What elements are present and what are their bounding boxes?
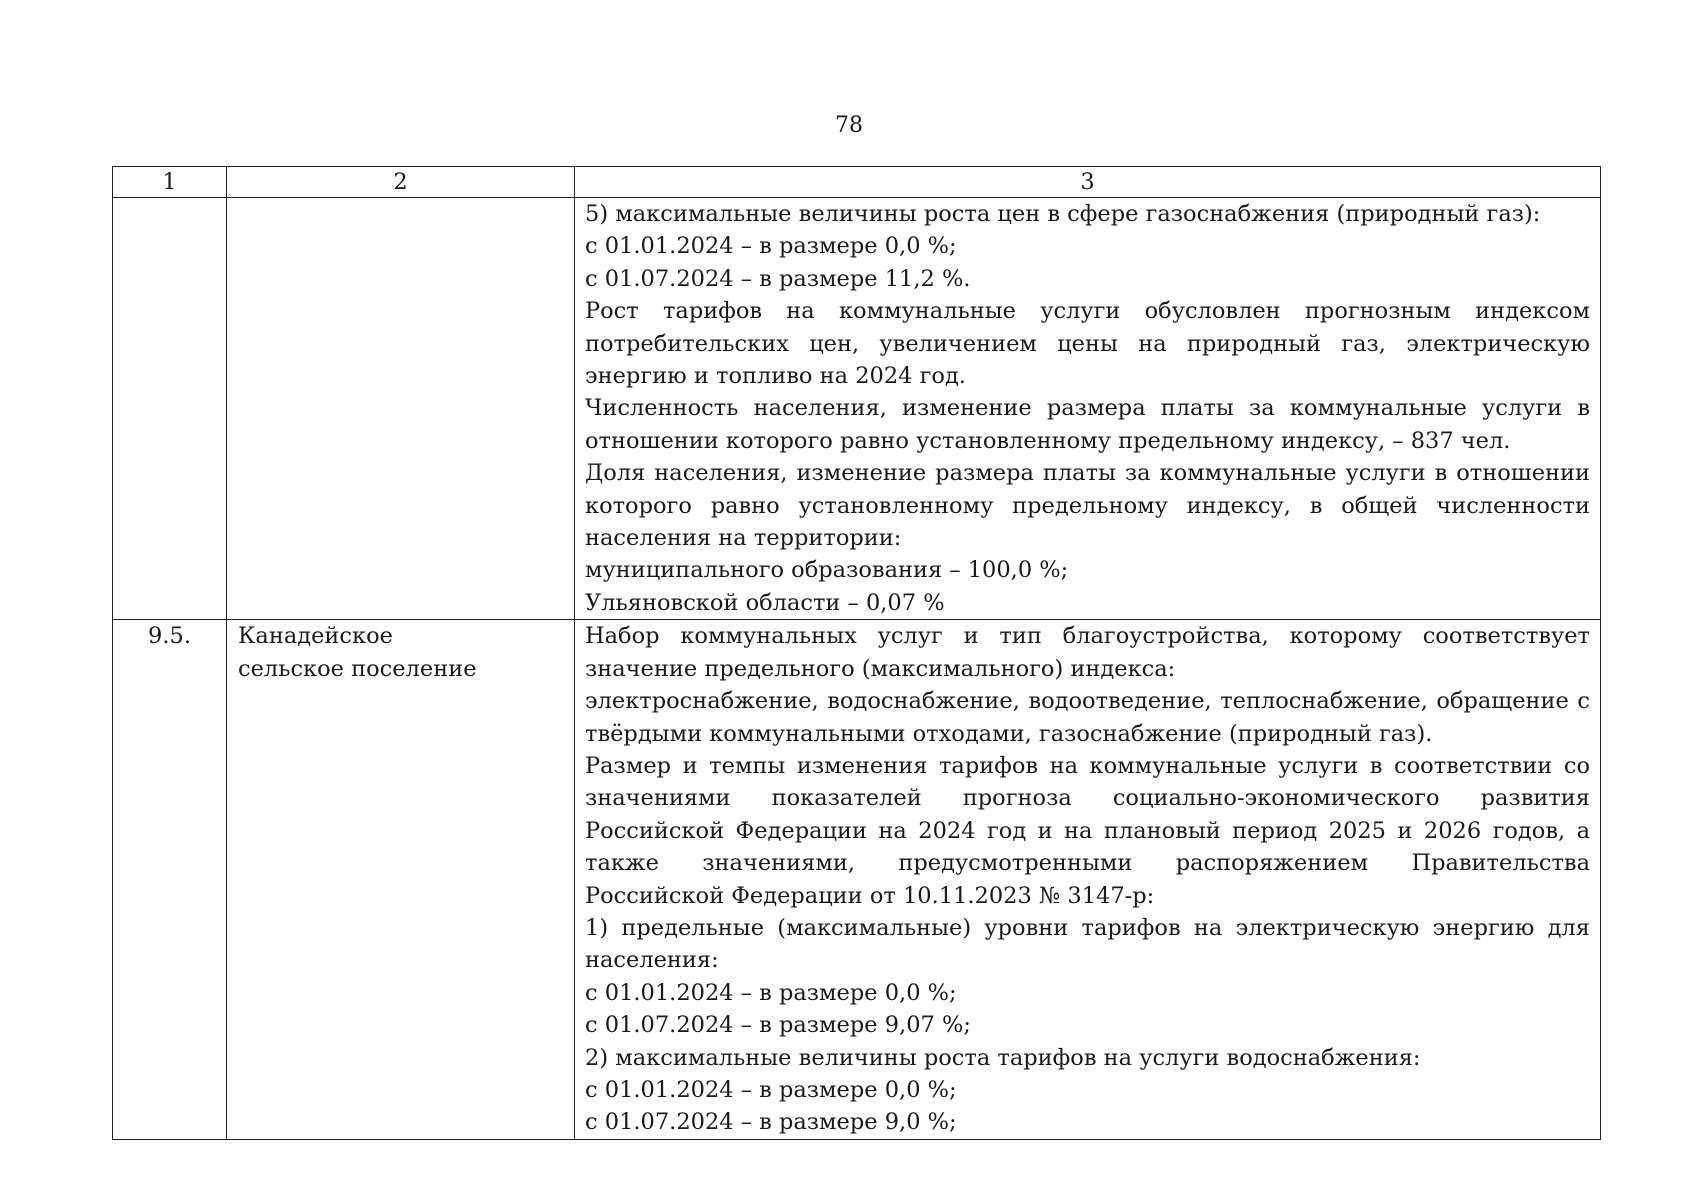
content-paragraph: с 01.01.2024 – в размере 0,0 %; <box>585 979 957 1006</box>
content-paragraph: 1) предельные (максимальные) уровни тарифов на электрическую энергию для населения: <box>585 914 1590 974</box>
content-paragraph: 5) максимальные величины роста цен в сфере газоснабжения (природный газ): <box>585 201 1541 227</box>
settlement-name-cell <box>227 198 575 620</box>
content-paragraph: Доля населения, изменение размера платы за коммунальные услуги в отношении которого равно установленному предельному индексу, в общей численности населения на территории: <box>585 460 1590 552</box>
content-paragraph: с 01.01.2024 – в размере 0,0 %; <box>585 1076 957 1103</box>
content-paragraph: с 01.01.2024 – в размере 0,0 %; <box>585 233 957 260</box>
table-row <box>113 198 1601 620</box>
row-number: 9.5. <box>148 623 191 650</box>
settlement-name-line: Канадейское <box>238 623 393 650</box>
row-number-cell <box>113 620 227 1140</box>
column-header-2: 2 <box>227 167 575 198</box>
content-cell <box>575 198 1601 620</box>
content-paragraph: с 01.07.2024 – в размере 11,2 %. <box>585 265 971 292</box>
content-paragraph: Набор коммунальных услуг и тип благоустройства, которому соответствует значение предельного (максимального) индекса: <box>585 623 1590 682</box>
column-header-3: 3 <box>575 167 1601 198</box>
content-paragraph: Ульяновской области – 0,07 % <box>585 589 945 616</box>
content-paragraph: электроснабжение, водоснабжение, водоотведение, теплоснабжение, обращение с твёрдыми коммунальными отходами, газоснабжение (природный газ). <box>585 688 1590 747</box>
settlement-name-cell <box>227 620 575 1140</box>
column-header-1: 1 <box>113 167 227 198</box>
table-header-row <box>113 167 1601 198</box>
row-number-cell <box>113 198 227 620</box>
content-paragraph: Численность населения, изменение размера платы за коммунальные услуги в отношении которого равно установленному предельному индексу, – 837 чел. <box>585 395 1590 454</box>
settlement-name-line: сельское поселение <box>238 655 477 682</box>
content-paragraph: Размер и темпы изменения тарифов на коммунальные услуги в соответствии со значениями показателей прогноза социально-экономического развития Российской Федерации на 2024 год и на плановый период 2025 и 2026 годов, а также значениями, предусмотренными распоряжением Правительства Российской Федерации от 10.11.2023 № 3147-р: <box>585 752 1590 909</box>
content-paragraph: с 01.07.2024 – в размере 9,0 %; <box>585 1109 957 1136</box>
content-cell <box>575 620 1601 1140</box>
content-paragraph: муниципального образования – 100,0 %; <box>585 557 1069 584</box>
page-number: 78 <box>835 113 863 138</box>
content-paragraph: с 01.07.2024 – в размере 9,07 %; <box>585 1012 971 1039</box>
table-body <box>113 198 1601 1140</box>
content-paragraph: Рост тарифов на коммунальные услуги обусловлен прогнозным индексом потребительских цен, увеличением цены на природный газ, электрическую энергию и топливо на 2024 год. <box>585 298 1590 390</box>
table-row <box>113 620 1601 1140</box>
tariff-table <box>112 166 1601 1140</box>
content-paragraph: 2) максимальные величины роста тарифов на услуги водоснабжения: <box>585 1044 1421 1071</box>
